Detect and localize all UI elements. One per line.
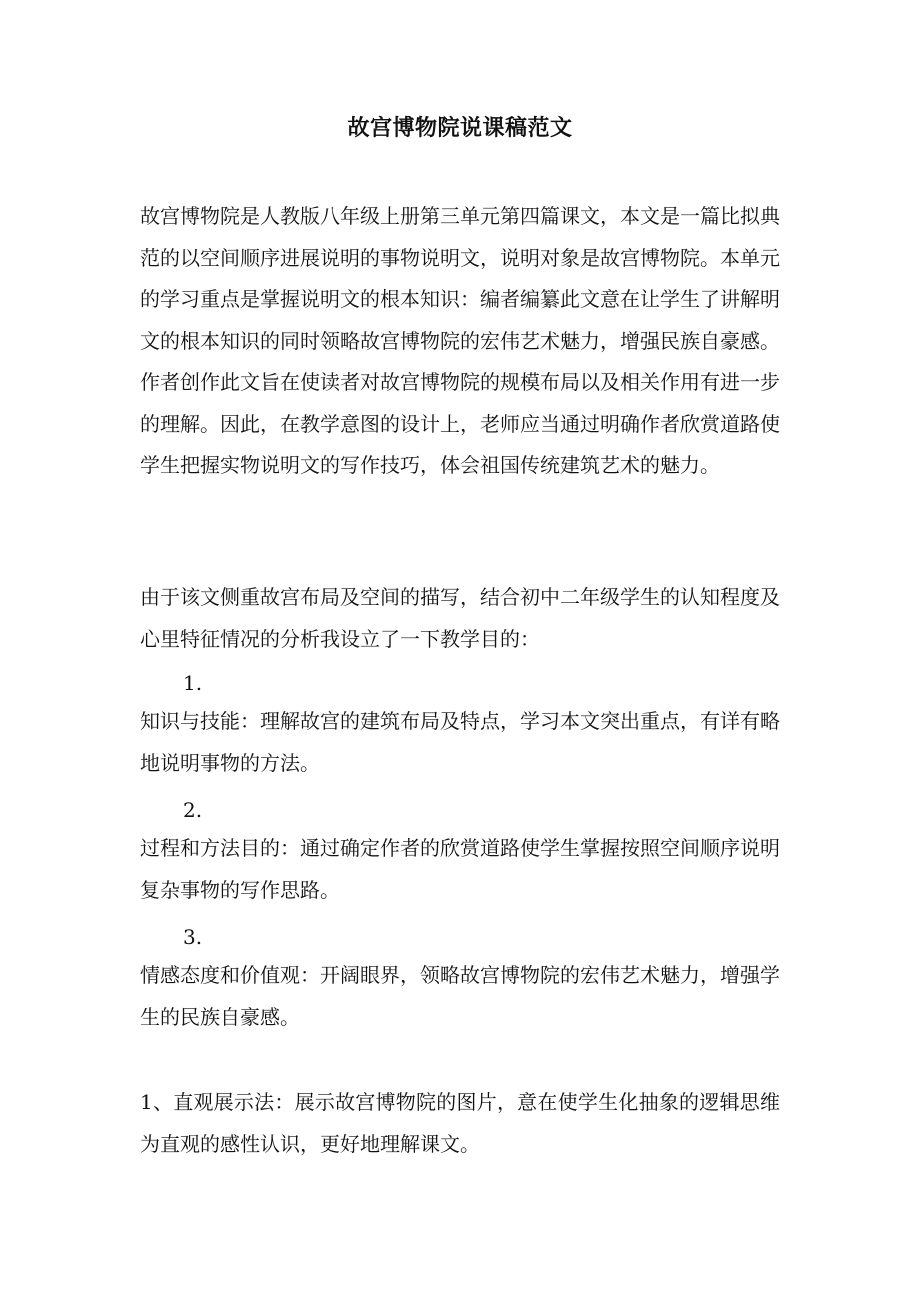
objective-number-1: 1.	[183, 671, 203, 695]
objective-number-3: 3.	[183, 925, 203, 949]
objective-text-1: 知识与技能：理解故宫的建筑布局及特点，学习本文突出重点，有详有略地说明事物的方法。	[140, 709, 780, 775]
objective-text-3: 情感态度和价值观：开阔眼界，领略故宫博物院的宏伟艺术魅力，增强学生的民族自豪感。	[140, 963, 780, 1029]
intro-paragraph: 故宫博物院是人教版八年级上册第三单元第四篇课文，本文是一篇比拟典范的以空间顺序进展说明的事物说明文，说明对象是故宫博物院。本单元的学习重点是掌握说明文的根本知识：编者编纂此文意在让学生了讲解明文的根本知识的同时领略故宫博物院的宏伟艺术魅力，增强民族自豪感。作者创作此文旨在使读者对故宫博物院的规模布局以及相关作用有进一步的理解。因此，在教学意图的设计上，老师应当通过明确作者欣赏道路使学生把握实物说明文的写作技巧，体会祖国传统建筑艺术的魅力。	[140, 204, 780, 477]
document-title: 故宫博物院说课稿范文	[347, 115, 573, 141]
objective-text-2: 过程和方法目的：通过确定作者的欣赏道路使学生掌握按照空间顺序说明复杂事物的写作思路。	[140, 836, 780, 902]
objective-number-2: 2.	[183, 798, 203, 822]
objectives-intro-paragraph: 由于该文侧重故宫布局及空间的描写，结合初中二年级学生的认知程度及心里特征情况的分析我设立了一下教学目的：	[140, 585, 780, 651]
method-paragraph: 1、直观展示法：展示故宫博物院的图片，意在使学生化抽象的逻辑思维为直观的感性认识，更好地理解课文。	[140, 1090, 780, 1156]
